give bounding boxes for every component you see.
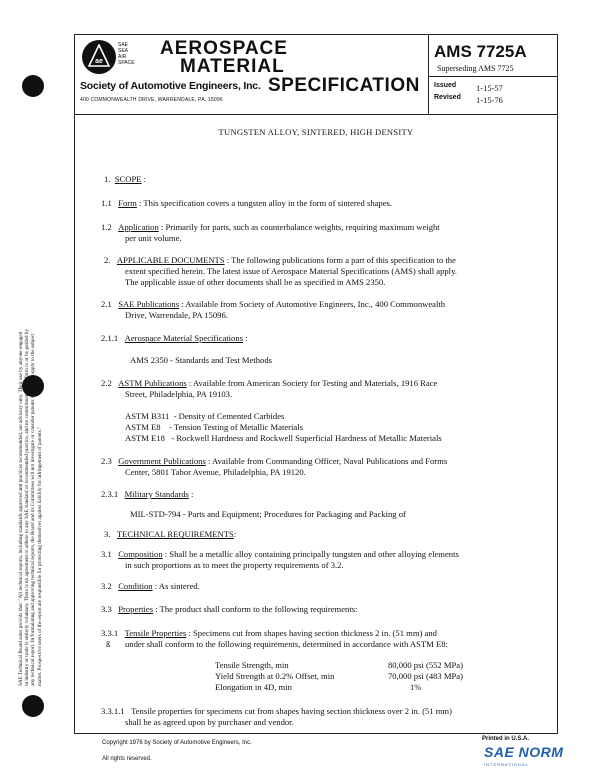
brand-watermark: SAE NORM xyxy=(484,744,564,760)
superseding: Superseding AMS 7725 xyxy=(437,64,514,73)
section-2-1-1: 2.1.1 Aerospace Material Specifications : xyxy=(101,333,248,343)
svg-text:ae: ae xyxy=(95,58,103,65)
section-3-1: 3.1 Composition : Shall be a metallic alloy containing principally tungsten and other alloying elements xyxy=(101,549,459,559)
section-1-1: 1.1 Form : This specification covers a tungsten alloy in the form of sintered shapes. xyxy=(101,198,393,208)
punch-hole-bottom xyxy=(22,695,44,717)
section-2-3: 2.3 Government Publications : Available from Commanding Officer, Naval Publications and Forms xyxy=(101,456,448,466)
logo-words: SAE SEA AIR SPACE xyxy=(118,42,135,66)
document-title: TUNGSTEN ALLOY, SINTERED, HIGH DENSITY xyxy=(218,127,414,137)
issued-date: 1-15-57 xyxy=(476,83,503,93)
section-2-1-cont: Drive, Warrendale, PA 15096. xyxy=(125,310,228,320)
section-2-cont-2: The applicable issue of other documents shall be as specified in AMS 2350. xyxy=(125,277,386,287)
section-3-3-1-1: 3.3.1.1 Tensile properties for specimens cut from shapes having section thickness over 2 in. (51 mm) xyxy=(101,706,452,716)
section-1-2: 1.2 Application : Primarily for parts, such as counterbalance weights, requiring maximum weight xyxy=(101,222,440,232)
astm-e8-item: ASTM E8 - Tension Testing of Metallic Materials xyxy=(125,422,303,432)
mil-std-item: MIL-STD-794 - Parts and Equipment; Procedures for Packaging and Packing of xyxy=(130,509,406,519)
revised-label: Revised xyxy=(434,94,461,101)
title-specification: SPECIFICATION xyxy=(268,75,420,96)
section-3-3: 3.3 Properties : The product shall conform to the following requirements: xyxy=(101,604,358,614)
prop-label-yield: Yield Strength at 0.2% Offset, min xyxy=(215,671,335,681)
section-3-1-cont: in such proportions as to meet the property requirements of 3.2. xyxy=(125,560,344,570)
section-2-cont-1: extent specified herein. The latest issue of Aerospace Material Specifications (AMS) shall apply. xyxy=(125,266,457,276)
punch-hole-top xyxy=(22,75,44,97)
prop-label-tensile: Tensile Strength, min xyxy=(215,660,289,670)
side-disclaimer: SAE Technical Board rules provide that: "All technical reports, including standards approved and practices recommended, are advisory only. Their use by anyone engaged in industry or trade is entirely voluntary. There is no agreement to adhere to any SAE standard or recommended practice, and no commitment to conform to or be guided by any technical report. In formulating and approving technical reports, the Board and its Committees will not investigate or consider patents which may apply to the subject matter. Prospective users of the report are responsible for protecting themselves against liability for infringement of patents." xyxy=(18,329,43,686)
section-1: 1. SCOPE : xyxy=(104,174,147,184)
ams-box-rule xyxy=(428,76,558,77)
sae-logo-icon xyxy=(88,44,110,68)
section-3-2: 3.2 Condition : As sintered. xyxy=(101,581,200,591)
copyright: Copyright 1976 by Society of Automotive Engineers, Inc. xyxy=(102,740,252,746)
brand-watermark-sub: INTERNATIONAL xyxy=(484,762,529,767)
section-3: 3. TECHNICAL REQUIREMENTS: xyxy=(104,529,237,539)
section-2-1: 2.1 SAE Publications : Available from Society of Automotive Engineers, Inc., 400 Commonwealth xyxy=(101,299,446,309)
prop-value-yield: 70,000 psi (483 MPa) xyxy=(388,671,463,681)
section-3-3-1-cont: under shall conform to the following requirements, determined in accordance with ASTM E8: xyxy=(125,639,448,649)
section-2-2: 2.2 ASTM Publications : Available from American Society for Testing and Materials, 1916 Race xyxy=(101,378,438,388)
astm-b311-item: ASTM B311 - Density of Cemented Carbides xyxy=(125,411,285,421)
ams-number: AMS 7725A xyxy=(434,42,527,61)
ams-2350-item: AMS 2350 - Standards and Test Methods xyxy=(130,355,272,365)
prop-value-elongation: 1% xyxy=(410,682,422,692)
section-2-3-cont: Center, 5801 Tabor Avenue, Philadelphia, PA 19120. xyxy=(125,467,306,477)
change-marker: ß xyxy=(106,639,111,649)
header-divider xyxy=(428,34,429,114)
header-rule xyxy=(74,114,558,115)
astm-e18-item: ASTM E18 - Rockwell Hardness and Rockwell Superficial Hardness of Metallic Materials xyxy=(125,433,442,443)
rights: All rights reserved. xyxy=(102,756,152,762)
prop-label-elongation: Elongation in 4D, min xyxy=(215,682,292,692)
society-address: 400 COMMONWEALTH DRIVE, WARRENDALE, PA. 15096 xyxy=(80,97,223,103)
title-material: MATERIAL xyxy=(180,56,285,77)
section-3-3-1-1-cont: shall be as agreed upon by purchaser and vendor. xyxy=(125,717,294,727)
prop-value-tensile: 80,000 psi (552 MPa) xyxy=(388,660,463,670)
society-name: Society of Automotive Engineers, Inc. xyxy=(80,80,261,92)
revised-date: 1-15-76 xyxy=(476,95,503,105)
title-aerospace: AEROSPACE xyxy=(160,38,288,59)
printed-in: Printed in U.S.A. xyxy=(482,736,530,742)
section-2-3-1: 2.3.1 Military Standards : xyxy=(101,489,194,499)
section-3-3-1: 3.3.1 Tensile Properties : Specimens cut from shapes having section thickness 2 in. (51 mm) and xyxy=(101,628,437,638)
section-1-2-cont: per unit volume. xyxy=(125,233,182,243)
section-2: 2. APPLICABLE DOCUMENTS : The following publications form a part of this specification to the xyxy=(104,255,456,265)
section-2-2-cont: Street, Philadelphia, PA 19103. xyxy=(125,389,233,399)
issued-label: Issued xyxy=(434,82,457,89)
